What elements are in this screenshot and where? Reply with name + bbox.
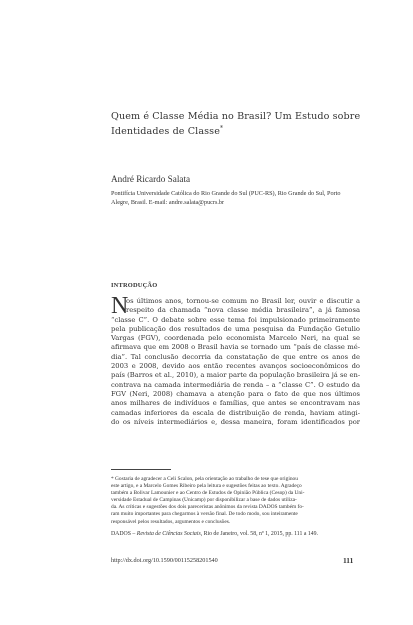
- journal-citation: [111, 531, 318, 537]
- page-number: 111: [343, 556, 354, 565]
- citation-journal-title: Revista de Ciências Sociais: [136, 531, 201, 537]
- footnote-line: da. As críticas e sugestões dos dois pareceristas anônimos da revista DADOS também fo-: [111, 504, 304, 511]
- affiliation-line-1: Pontifícia Universidade Católica do Rio Grande do Sul (PUC-RS), Rio Grande do Sul, Porto: [111, 190, 341, 197]
- author-affiliation: [111, 190, 351, 207]
- body-line: “classe C”. O debate sobre esse tema foi impulsionado primeiramente: [111, 315, 360, 324]
- body-line: respeito da chamada “nova classe média brasileira”, a já famosa: [126, 306, 360, 315]
- drop-cap: N: [111, 293, 129, 319]
- title-footnote-mark: *: [220, 124, 224, 132]
- title-line-1: Quem é Classe Média no Brasil? Um Estudo sobre: [111, 111, 361, 122]
- author-name: André Ricardo Salata: [111, 174, 191, 184]
- body-line: país (Barros et al., 2010), a maior parte da população brasileira já se en-: [111, 371, 361, 380]
- body-line: afirmava que em 2008 o Brasil havia se tornado um “país de classe mé-: [111, 343, 360, 352]
- doi-link[interactable]: http://dx.doi.org/10.1590/00115258201540: [111, 557, 218, 564]
- body-line: pela publicação dos resultados de uma pesquisa da Fundação Getulio: [111, 324, 360, 333]
- body-line: camadas inferiores da escala de distribuição de renda, haviam atingi-: [111, 408, 360, 417]
- footnote-line: responsável pelos resultados, argumentos e conclusões.: [111, 518, 231, 525]
- footnote: [111, 476, 360, 526]
- title-line-2: [111, 126, 223, 137]
- body-paragraph: [111, 293, 361, 427]
- article-title: [111, 110, 361, 139]
- body-line: anos milhares de indivíduos e famílias, que antes se encontravam nas: [111, 399, 360, 408]
- body-line: 2003 e 2008, devido aos então recentes avanços socioeconômicos do: [111, 362, 360, 371]
- body-line: do os níveis intermediários e, dessa maneira, foram identificados por: [111, 417, 360, 426]
- footnote-rule: [111, 469, 171, 470]
- citation-journal: DADOS –: [111, 531, 137, 537]
- title-line-2-text: Identidades de Classe: [111, 125, 220, 137]
- section-heading: INTRODUÇÃO: [111, 282, 158, 289]
- body-line: dia”. Tal conclusão decorria da constatação de que entre os anos de: [111, 352, 360, 361]
- body-line: Vargas (FGV), coordenada pelo economista Marcelo Neri, na qual se: [111, 334, 360, 343]
- body-line: os últimos anos, tornou-se comum no Brasil ler, ouvir e discutir a: [126, 297, 360, 305]
- footnote-line: versidade Estadual de Campinas (Unicamp) por disponibilizar a base de dados utiliza-: [111, 497, 297, 504]
- footnote-line: ram muito importantes para chegarmos à versão final. De todo modo, sou inteiramente: [111, 511, 298, 518]
- body-line: contrava na camada intermediária de renda – a “classe C”. O estudo da: [111, 380, 360, 389]
- citation-details: , Rio de Janeiro, vol. 58, nº 1, 2015, pp. 111 a 149.: [200, 531, 318, 537]
- footnote-line: também a Bolivar Lamounier e ao Centro de Estudos de Opinião Pública (Cesop) da Uni-: [111, 490, 305, 497]
- body-line: FGV (Neri, 2008) chamava a atenção para o fato de que nos últimos: [111, 389, 360, 398]
- affiliation-line-2: Alegre, Brasil. E-mail: andre.salata@pucrs.br: [111, 198, 225, 206]
- footnote-line: * Gostaria de agradecer a Celi Scalon, pela orientação ao trabalho de tese que originou: [111, 476, 298, 482]
- footnote-line: este artigo, e a Marcelo Gomes Ribeiro pela leitura e sugestões feitas ao texto. Agradeço: [111, 483, 302, 490]
